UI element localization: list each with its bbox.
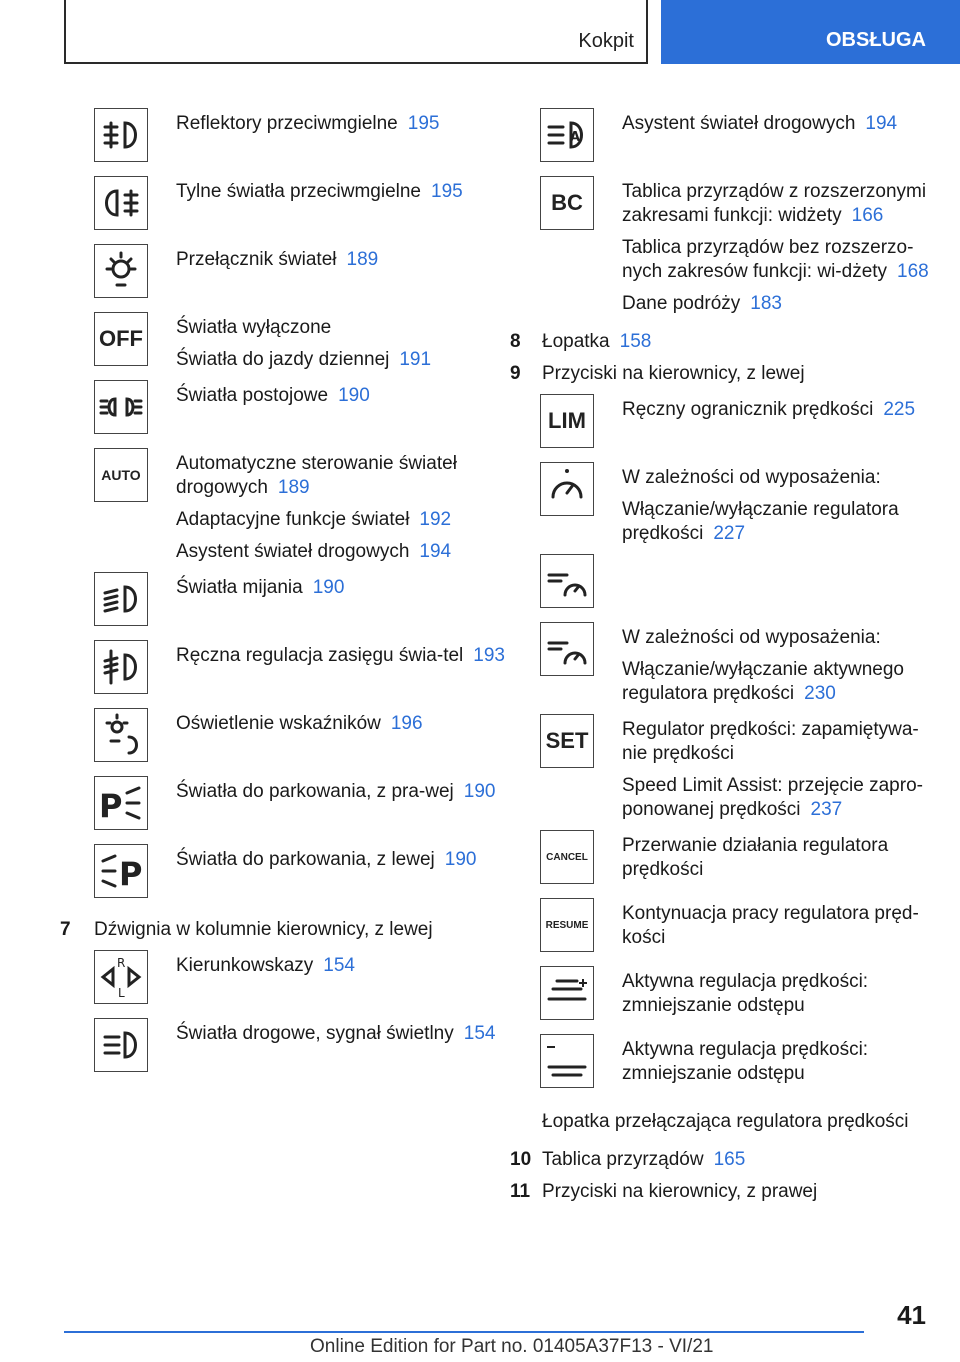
legend-entry [540,108,940,176]
page-reference-link[interactable]: 195 [431,181,463,202]
legend-entry [94,380,514,448]
item-8: 8 Łopatka 158 [510,331,652,352]
legend-text [176,448,514,572]
distance-minus-icon [540,1034,594,1088]
cancel-icon [540,830,594,884]
legend-entry [94,312,514,380]
legend-entry [540,966,940,1034]
resume-icon [540,898,594,952]
footer-divider [64,1331,864,1333]
legend-entry [94,572,514,640]
legend-line [622,774,940,822]
page-reference-link[interactable]: 196 [390,713,423,734]
legend-line-text: Oświetlenie wskaźników [176,713,381,734]
legend-entry [94,640,514,708]
legend-line-text: Przerwanie działania regulatora prędkości [622,835,889,880]
legend-text [176,572,344,608]
legend-line [622,718,940,766]
legend-entry [94,844,514,912]
legend-text [622,830,940,890]
legend-text [622,1034,940,1094]
svg-text:A: A [570,130,581,145]
legend-text [176,176,463,212]
item-7: 7 Dźwignia w kolumnie kierownicy, z lewej [60,919,433,940]
legend-text [176,380,370,416]
legend-line [176,712,423,736]
legend-line [176,452,514,500]
legend-line [176,848,476,872]
legend-entry [94,1018,514,1086]
legend-line [176,780,495,804]
legend-line-text: Światła wyłączone [176,317,332,338]
legend-line-text: Reflektory przeciwmgielne [176,113,398,134]
legend-line [622,970,940,1018]
legend-line-text: Ręczna regulacja zasięgu świa-tel [176,645,464,666]
high-beam-assist-icon [540,108,594,162]
legend-line-text: Światła do parkowania, z pra-wej [176,781,454,802]
page-reference-link[interactable]: 190 [312,577,345,598]
legend-text [176,950,355,986]
legend-line-text: Kontynuacja pracy regulatora pręd-kości [622,903,919,948]
page-reference-link[interactable]: 154 [323,955,355,976]
legend-text [622,394,915,430]
legend-line-text: Włączanie/wyłączanie aktywnego regulatora prędkości [622,659,904,704]
icon-label: RESUME [545,919,589,931]
legend-line [622,658,940,706]
icon-label: LIM [548,408,586,433]
legend-line-text: Światła do jazdy dziennej [176,349,390,370]
icon-label: BC [551,190,583,215]
acc-icon [540,554,594,608]
legend-text [176,1018,495,1054]
item-11: 11 Przyciski na kierownicy, z prawej [510,1181,818,1202]
legend-line-text: W zależności od wyposażenia: [622,627,881,648]
parking-lights-icon [94,380,148,434]
page-reference-link[interactable]: 190 [444,849,477,870]
acc-active-icon [540,622,594,676]
legend-text [622,462,940,554]
legend-line [622,498,940,546]
legend-text [622,966,940,1026]
legend-text [176,844,476,880]
legend-text [622,622,940,714]
left-column [60,108,514,1086]
item-10: 10 Tablica przyrządów 165 [510,1149,746,1170]
legend-entry [94,108,514,176]
legend-line-text: Światła do parkowania, z lewej [176,849,435,870]
page-reference-link[interactable]: 225 [883,399,916,420]
legend-text [622,898,940,958]
item-9: 9 Przyciski na kierownicy, z lewej [510,363,805,384]
legend-line-text: Aktywna regulacja prędkości: zmniejszanie odstępu [622,1039,869,1084]
legend-text [176,244,378,280]
paddle-label: Łopatka przełączająca regulatora prędkości [542,1111,909,1132]
legend-line-text: Tablica przyrządów bez rozszerzo-nych zakresów funkcji: wi-dżety [622,237,914,282]
turn-signal-icon [94,950,148,1004]
auto-icon [94,448,148,502]
page-reference-link[interactable]: 195 [407,113,440,134]
legend-line [622,1038,940,1086]
fog-front-icon [94,108,148,162]
page-reference-link[interactable]: 190 [338,385,370,406]
page-reference-link[interactable]: 193 [473,645,505,666]
chapter-tab[interactable]: OBSŁUGA [661,0,960,64]
high-beam-icon [94,1018,148,1072]
legend-line-text: W zależności od wyposażenia: [622,467,881,488]
legend-line-text: Kierunkowskazy [176,955,314,976]
cruise-control-icon [540,462,594,516]
bc-icon [540,176,594,230]
legend-line [176,348,431,372]
legend-entry [540,394,940,462]
page-reference-link[interactable]: 227 [713,523,746,544]
icon-label: AUTO [101,467,141,483]
svg-text:P: P [119,855,143,893]
legend-line-text: Światła mijania [176,577,303,598]
legend-entry [540,462,940,554]
page-reference-link[interactable]: 230 [804,683,836,704]
icon-label: CANCEL [546,851,588,863]
page-reference-link[interactable]: 190 [463,781,496,802]
page-reference-link[interactable]: 191 [399,349,432,370]
legend-line [176,540,514,564]
legend-line [176,1022,495,1046]
legend-line-text: Światła drogowe, sygnał świetlny [176,1023,454,1044]
legend-line [176,112,439,136]
page-reference-link[interactable]: 237 [810,799,843,820]
legend-line-text: Ręczny ogranicznik prędkości [622,399,874,420]
legend-text [176,776,495,812]
legend-line [176,508,514,532]
page-reference-link[interactable]: 194 [419,541,452,562]
legend-entry [540,830,940,898]
legend-line [622,292,940,316]
legend-entry [94,448,514,572]
legend-line [176,576,344,600]
light-switch-icon [94,244,148,298]
svg-text:P: P [99,787,123,825]
legend-line [176,316,431,340]
page-reference-link[interactable]: 189 [346,249,379,270]
legend-entry [540,898,940,966]
legend-line [622,466,940,490]
footer-edition: Online Edition for Part no. 01405A37F13 - VI/21 [310,1336,714,1357]
headlight-range-icon [94,640,148,694]
legend-entry [540,714,940,830]
parking-right-icon [94,776,148,830]
legend-entry [94,176,514,244]
legend-line-text: Automatyczne sterowanie świateł drogowych [176,453,457,498]
legend-line [176,954,355,978]
legend-line [176,384,370,408]
legend-line-text: Tablica przyrządów z rozszerzonymi zakresami funkcji: widżety [622,181,927,226]
legend-entry [540,176,940,324]
legend-line-text: Asystent świateł drogowych [622,113,856,134]
legend-line [622,902,940,950]
legend-line [176,180,463,204]
legend-text [622,176,940,324]
legend-line [622,398,915,422]
off-icon [94,312,148,366]
svg-text:R: R [117,956,126,970]
page-reference-link[interactable]: 192 [419,509,452,530]
header-frame [64,0,648,64]
legend-line [176,248,378,272]
legend-text [176,708,423,744]
legend-line [176,644,505,668]
instrument-lighting-icon [94,708,148,762]
legend-line-text: Regulator prędkości: zapamiętywa-nie prędkości [622,719,919,764]
legend-line [622,236,940,284]
icon-label: OFF [99,326,143,351]
page-number: 41 [897,1300,926,1330]
legend-entry [94,776,514,844]
legend-line [622,834,940,882]
legend-line-text: Asystent świateł drogowych [176,541,410,562]
parking-left-icon [94,844,148,898]
legend-text [176,312,431,380]
legend-entry [94,708,514,776]
section-title: Kokpit [578,30,634,52]
set-icon [540,714,594,768]
legend-line-text: Przełącznik świateł [176,249,337,270]
legend-line-text: Dane podróży [622,293,741,314]
legend-line-text: Światła postojowe [176,385,329,406]
legend-entry [540,1034,940,1102]
lim-icon [540,394,594,448]
legend-line-text: Aktywna regulacja prędkości: zmniejszanie odstępu [622,971,869,1016]
legend-text [176,108,439,144]
fog-rear-icon [94,176,148,230]
legend-entry [94,244,514,312]
low-beam-icon [94,572,148,626]
right-column [510,108,940,1204]
legend-line [622,180,940,228]
legend-line-text: Tylne światła przeciwmgielne [176,181,421,202]
page-reference-link[interactable]: 168 [897,261,929,282]
legend-text [176,640,505,676]
legend-entry [540,554,940,622]
legend-entry [94,950,514,1018]
legend-line-text: Włączanie/wyłączanie regulatora prędkości [622,499,899,544]
page-reference-link[interactable]: 166 [851,205,884,226]
legend-text [622,714,940,830]
legend-line [622,626,940,650]
svg-text:L: L [118,986,125,1000]
page-reference-link[interactable]: 189 [277,477,310,498]
legend-entry [540,622,940,714]
icon-label: SET [545,728,589,753]
page-reference-link[interactable]: 183 [750,293,782,314]
legend-line [622,112,897,136]
distance-plus-icon [540,966,594,1020]
legend-text [622,108,897,144]
legend-line-text: Speed Limit Assist: przejęcie zapro-ponowanej prędkości [622,775,923,820]
page-reference-link[interactable]: 154 [463,1023,496,1044]
page-reference-link[interactable]: 194 [865,113,898,134]
legend-line-text: Adaptacyjne funkcje świateł [176,509,410,530]
